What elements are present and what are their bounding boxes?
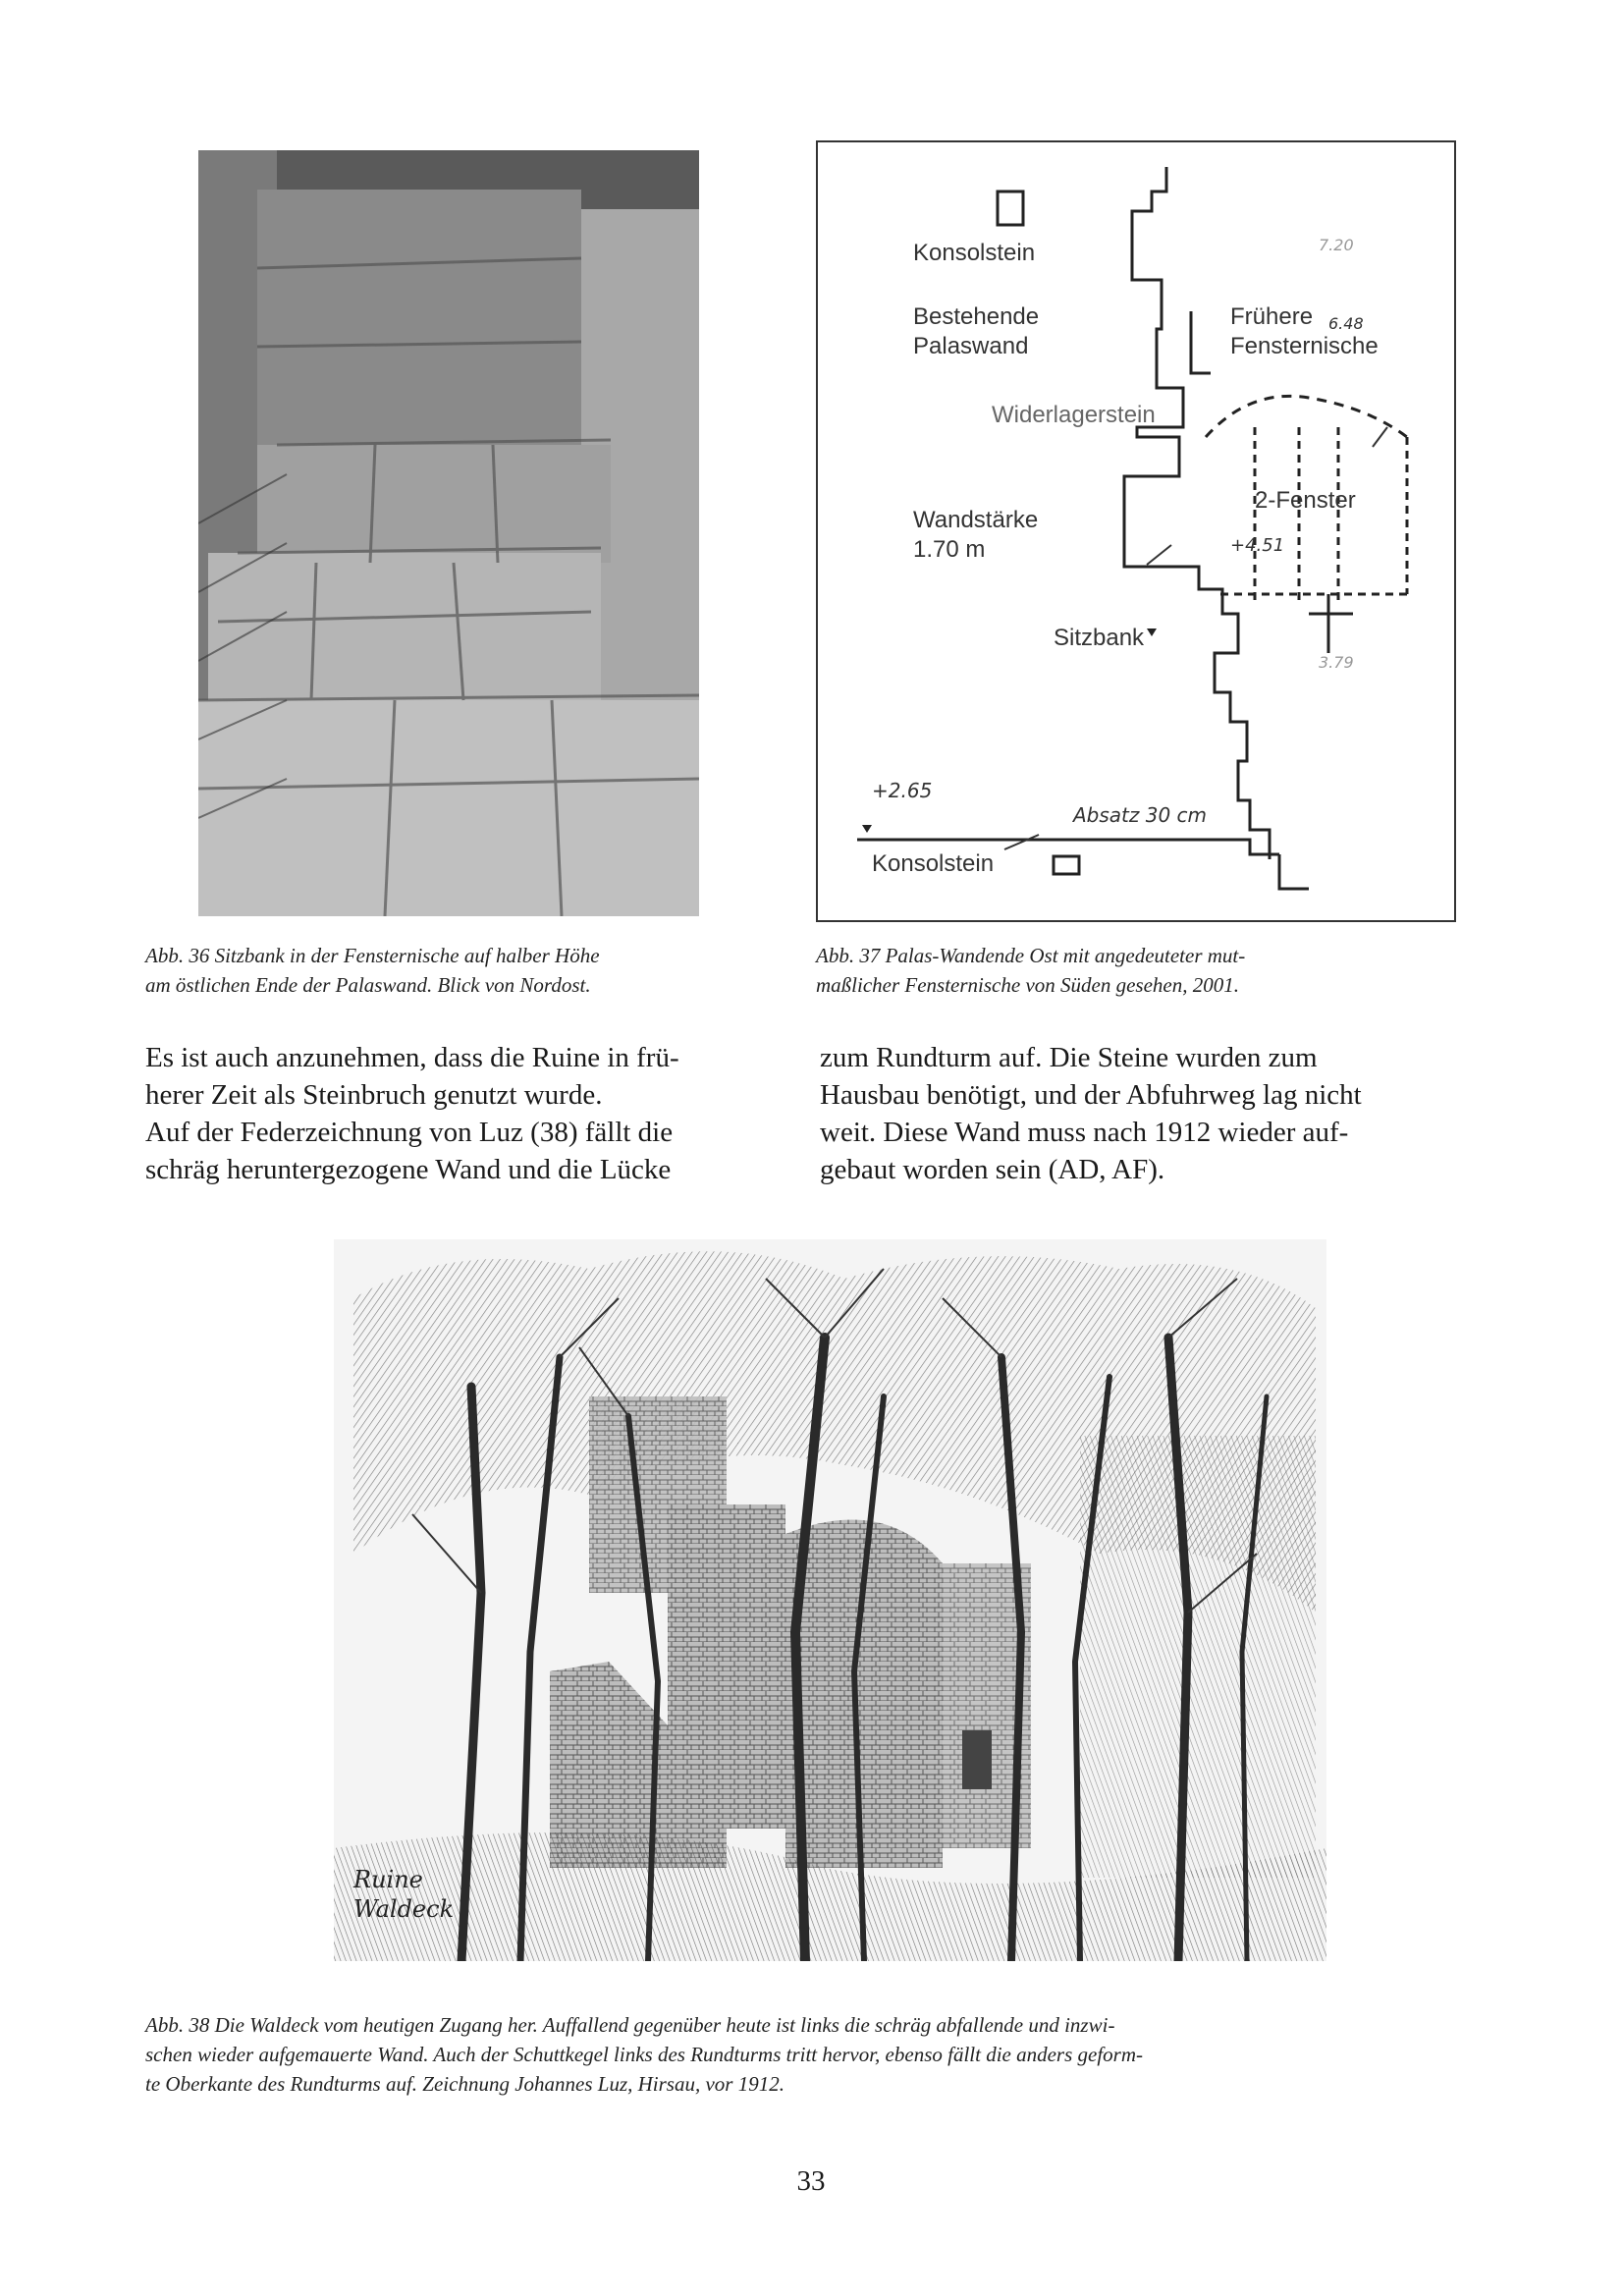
diagram-palas-wandende bbox=[816, 140, 1456, 922]
label-fenster: 2-Fenster bbox=[1255, 487, 1356, 514]
body-line: schräg heruntergezogene Wand und die Lücke bbox=[145, 1154, 672, 1185]
label-fruehere-1: Frühere bbox=[1230, 303, 1314, 330]
page-number: 33 bbox=[796, 2165, 826, 2197]
label-konsolstein-top: Konsolstein bbox=[913, 240, 1036, 266]
body-line: zum Rundturm auf. Die Steine wurden zum bbox=[820, 1042, 1318, 1073]
caption-line: Abb. 38 Die Waldeck vom heutigen Zugang her. Auffallend gegenüber heute ist links die schräg abfallende und inzwi- bbox=[145, 2013, 1115, 2037]
body-column-right bbox=[820, 1039, 1468, 1188]
label-wandstaerke-2: 1.70 m bbox=[913, 536, 986, 563]
value-absatz: Absatz 30 cm bbox=[1073, 803, 1208, 827]
value-648: 6.48 bbox=[1328, 314, 1364, 333]
caption-line: am östlichen Ende der Palaswand. Blick von Nordost. bbox=[145, 973, 591, 997]
drawing-signature-line2: Waldeck bbox=[353, 1895, 455, 1923]
body-line: Es ist auch anzunehmen, dass die Ruine in frü- bbox=[145, 1042, 679, 1073]
caption-line: Abb. 36 Sitzbank in der Fensternische auf halber Höhe bbox=[145, 944, 600, 967]
caption-line: te Oberkante des Rundturms auf. Zeichnung Johannes Luz, Hirsau, vor 1912. bbox=[145, 2072, 784, 2096]
value-265: +2.65 bbox=[872, 779, 933, 802]
value-379: 3.79 bbox=[1319, 653, 1354, 672]
label-wandstaerke-1: Wandstärke bbox=[913, 507, 1039, 533]
photo-sitzbank bbox=[198, 150, 699, 916]
label-konsolstein-bottom: Konsolstein bbox=[872, 850, 995, 877]
caption-line: maßlicher Fensternische von Süden gesehen, 2001. bbox=[816, 973, 1239, 997]
drawing-ruine-waldeck bbox=[334, 1239, 1326, 1961]
label-sitzbank: Sitzbank bbox=[1054, 625, 1145, 651]
value-720: 7.20 bbox=[1319, 236, 1354, 254]
body-column-left bbox=[145, 1039, 784, 1188]
caption-line: schen wieder aufgemauerte Wand. Auch der Schuttkegel links des Rundturms tritt hervor, ebenso fällt die anders geform- bbox=[145, 2043, 1144, 2066]
label-bestehende-2: Palaswand bbox=[913, 333, 1029, 359]
caption-abb-37 bbox=[816, 941, 1464, 1000]
drawing-signature-line1: Ruine bbox=[353, 1866, 423, 1893]
caption-line: Abb. 37 Palas-Wandende Ost mit angedeuteter mut- bbox=[816, 944, 1246, 967]
label-widerlagerstein: Widerlagerstein bbox=[992, 402, 1156, 428]
caption-abb-36 bbox=[145, 941, 774, 1000]
body-line: gebaut worden sein (AD, AF). bbox=[820, 1154, 1165, 1185]
value-451: +4.51 bbox=[1230, 535, 1285, 556]
body-line: Hausbau benötigt, und der Abfuhrweg lag nicht bbox=[820, 1079, 1362, 1111]
label-bestehende-1: Bestehende bbox=[913, 303, 1040, 330]
caption-abb-38 bbox=[145, 2010, 1481, 2099]
body-line: Auf der Federzeichnung von Luz (38) fällt die bbox=[145, 1117, 674, 1148]
label-fruehere-2: Fensternische bbox=[1230, 333, 1379, 359]
body-line: herer Zeit als Steinbruch genutzt wurde. bbox=[145, 1079, 603, 1111]
body-line: weit. Diese Wand muss nach 1912 wieder auf- bbox=[820, 1117, 1349, 1148]
